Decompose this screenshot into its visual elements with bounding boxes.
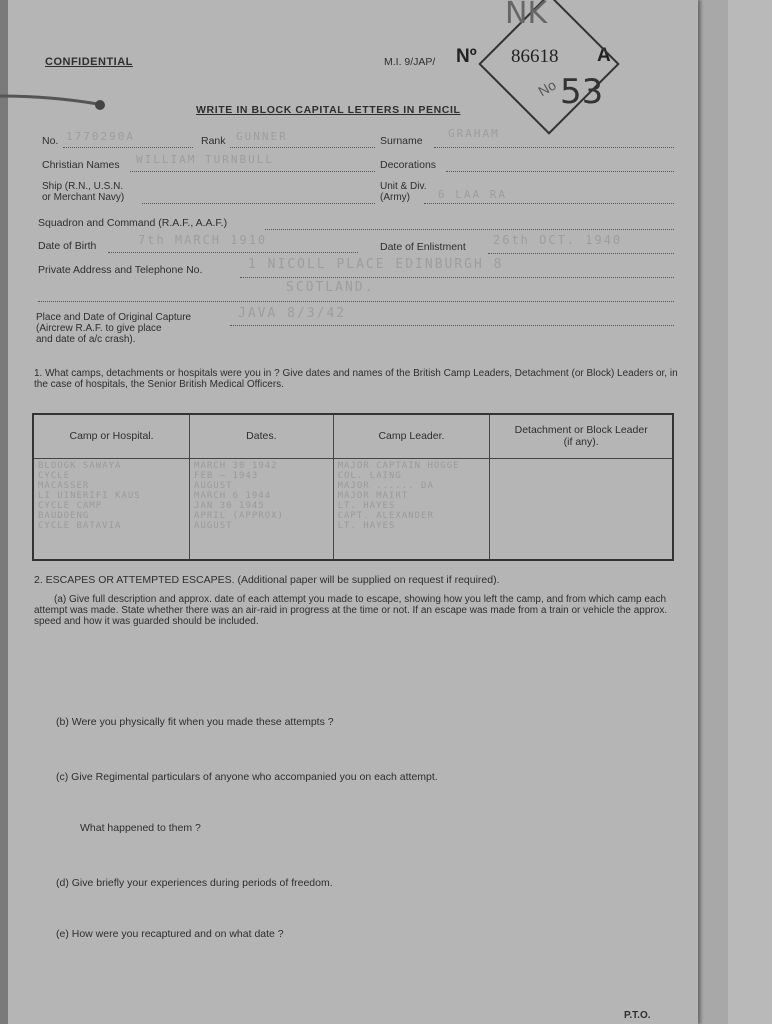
capture-line: [230, 325, 674, 326]
table-cell-entry: AUGUST: [194, 520, 233, 531]
dob-label: Date of Birth: [38, 240, 97, 252]
unit-value: 6 LAA RA: [438, 188, 507, 201]
table-cell-entry: CYCLE BATAVIA: [38, 520, 122, 531]
stamp-number: 53: [560, 72, 604, 112]
address-label: Private Address and Telephone No.: [38, 264, 203, 276]
cell-dates: [190, 458, 334, 560]
table-cell-entry: BLOOGK SAWAYA: [38, 460, 122, 471]
table-row: [33, 458, 673, 560]
table-cell-entry: MACASSER: [38, 480, 90, 491]
form-suffix: A: [597, 45, 611, 66]
surname-label: Surname: [380, 135, 423, 147]
form-sheet: [8, 0, 698, 1024]
table-header-row: [33, 414, 673, 458]
question-2b: (b) Were you physically fit when you made these attempts ?: [56, 716, 334, 728]
squadron-label: Squadron and Command (R.A.F., A.A.F.): [38, 217, 228, 229]
ref-prefix: M.I. 9/JAP/: [384, 56, 436, 68]
table-cell-entry: CYCLE CAMP: [38, 500, 103, 511]
form-number: 86618: [511, 46, 559, 67]
string-tie: [0, 88, 120, 118]
table-cell-entry: BAUDOENG: [38, 510, 90, 521]
question-2d: (d) Give briefly your experiences during periods of freedom.: [56, 877, 333, 889]
no-value: 1770290A: [66, 130, 135, 143]
surname-value: GRAHAM: [448, 127, 500, 140]
table-cell-entry: JAN 30 1945: [194, 500, 265, 511]
cell-detachment-leader: [490, 458, 673, 560]
question-2-heading: 2. ESCAPES OR ATTEMPTED ESCAPES. (Additional paper will be supplied on request if required).: [34, 574, 500, 586]
under-sheet-2: [728, 0, 772, 1024]
number-symbol: Nº: [456, 46, 477, 67]
stamp-no: No: [535, 76, 559, 100]
capture-value: JAVA 8/3/42: [238, 306, 347, 321]
unit-label-1: Unit & Div.: [380, 181, 427, 192]
table-cell-entry: MARCH 6 1944: [194, 490, 272, 501]
address-value-1: 1 NICOLL PLACE EDINBURGH 8: [248, 257, 504, 272]
column-header-detachment-leader: Detachment or Block Leader (if any).: [490, 414, 673, 458]
diamond-stamp: [478, 0, 619, 135]
enlist-value: 26th OCT. 1940: [493, 233, 623, 247]
ship-label-1: Ship (R.N., U.S.N.: [42, 181, 124, 192]
table-cell-entry: AUGUST: [194, 480, 233, 491]
christian-value: WILLIAM TURNBULL: [136, 153, 274, 166]
no-line: [63, 147, 193, 148]
capture-label-1: Place and Date of Original Capture: [36, 312, 192, 323]
instruction-heading: WRITE IN BLOCK CAPITAL LETTERS IN PENCIL: [196, 104, 461, 116]
address-value-2: SCOTLAND.: [286, 280, 375, 295]
decorations-line: [446, 171, 674, 172]
table-cell-entry: MAJOR CAPTAIN HOGGE: [337, 460, 460, 471]
table-cell-entry: MAJOR MAIRT: [337, 490, 409, 501]
question-2a: (a) Give full description and approx. date of each attempt you made to escape, showing how you left the camp, and from which camp each attempt was made. State whether there was an air-raid in progress at the time or not. If an escape was made from a train or vehicle the approx. speed and how it was guarded should be included.: [34, 594, 668, 627]
pto-label: P.T.O.: [624, 1010, 651, 1021]
no-label: No.: [42, 135, 59, 147]
enlist-label: Date of Enlistment: [380, 241, 466, 253]
table-cell-entry: MAJOR ...... DA: [337, 480, 434, 491]
table-cell-entry: CYCLE: [38, 470, 71, 481]
table-cell-entry: LT. HAYES: [337, 500, 396, 511]
surname-line: [434, 147, 674, 148]
cell-camp-leader: [333, 458, 490, 560]
rank-label: Rank: [201, 135, 226, 147]
cell-camp: [33, 458, 190, 560]
column-header-camp: Camp or Hospital.: [33, 414, 190, 458]
unit-label-2: (Army): [380, 192, 410, 203]
column-header-camp-leader: Camp Leader.: [333, 414, 490, 458]
enlist-line: [488, 253, 674, 254]
capture-label-3: and date of a/c crash).: [36, 334, 136, 345]
camps-table-body: [33, 458, 673, 560]
dob-line: [108, 252, 358, 253]
squadron-line: [265, 229, 674, 230]
unit-line: [424, 203, 674, 204]
table-cell-entry: COL. LAING: [337, 470, 402, 481]
table-cell-entry: MARCH 30 1942: [194, 460, 278, 471]
ship-label-2: or Merchant Navy): [42, 192, 125, 203]
capture-label-2: (Aircrew R.A.F. to give place: [36, 323, 162, 334]
question-1-text: 1. What camps, detachments or hospitals were you in ? Give dates and names of the British Camp Leaders, Detachment (or Block) Leaders or, in the case of hospitals, the Senior British Medical Officers.: [34, 368, 678, 390]
address-line-1: [240, 277, 674, 278]
dob-value: 7th MARCH 1910: [138, 233, 268, 247]
question-2c: (c) Give Regimental particulars of anyone who accompanied you on each attempt.: [56, 771, 438, 783]
question-2c-followup: What happened to them ?: [80, 822, 201, 834]
stamp-initials: NK: [505, 0, 548, 31]
decorations-label: Decorations: [380, 159, 437, 171]
rank-value: GUNNER: [236, 130, 288, 143]
christian-label: Christian Names: [42, 159, 120, 171]
camps-table: [32, 413, 674, 561]
christian-line: [130, 171, 375, 172]
table-cell-entry: LT. HAYES: [337, 520, 396, 531]
table-cell-entry: LI UINERIFI KAUS: [38, 490, 141, 501]
column-header-dates: Dates.: [190, 414, 334, 458]
table-cell-entry: APRIL (APPROX): [194, 510, 284, 521]
rank-line: [230, 147, 375, 148]
table-cell-entry: CAPT. ALEXANDER: [337, 510, 434, 521]
ship-line: [142, 203, 375, 204]
address-line-2: [38, 301, 674, 302]
table-cell-entry: FEB — 1943: [194, 470, 259, 481]
question-2e: (e) How were you recaptured and on what date ?: [56, 928, 284, 940]
confidential-heading: CONFIDENTIAL: [45, 56, 133, 68]
